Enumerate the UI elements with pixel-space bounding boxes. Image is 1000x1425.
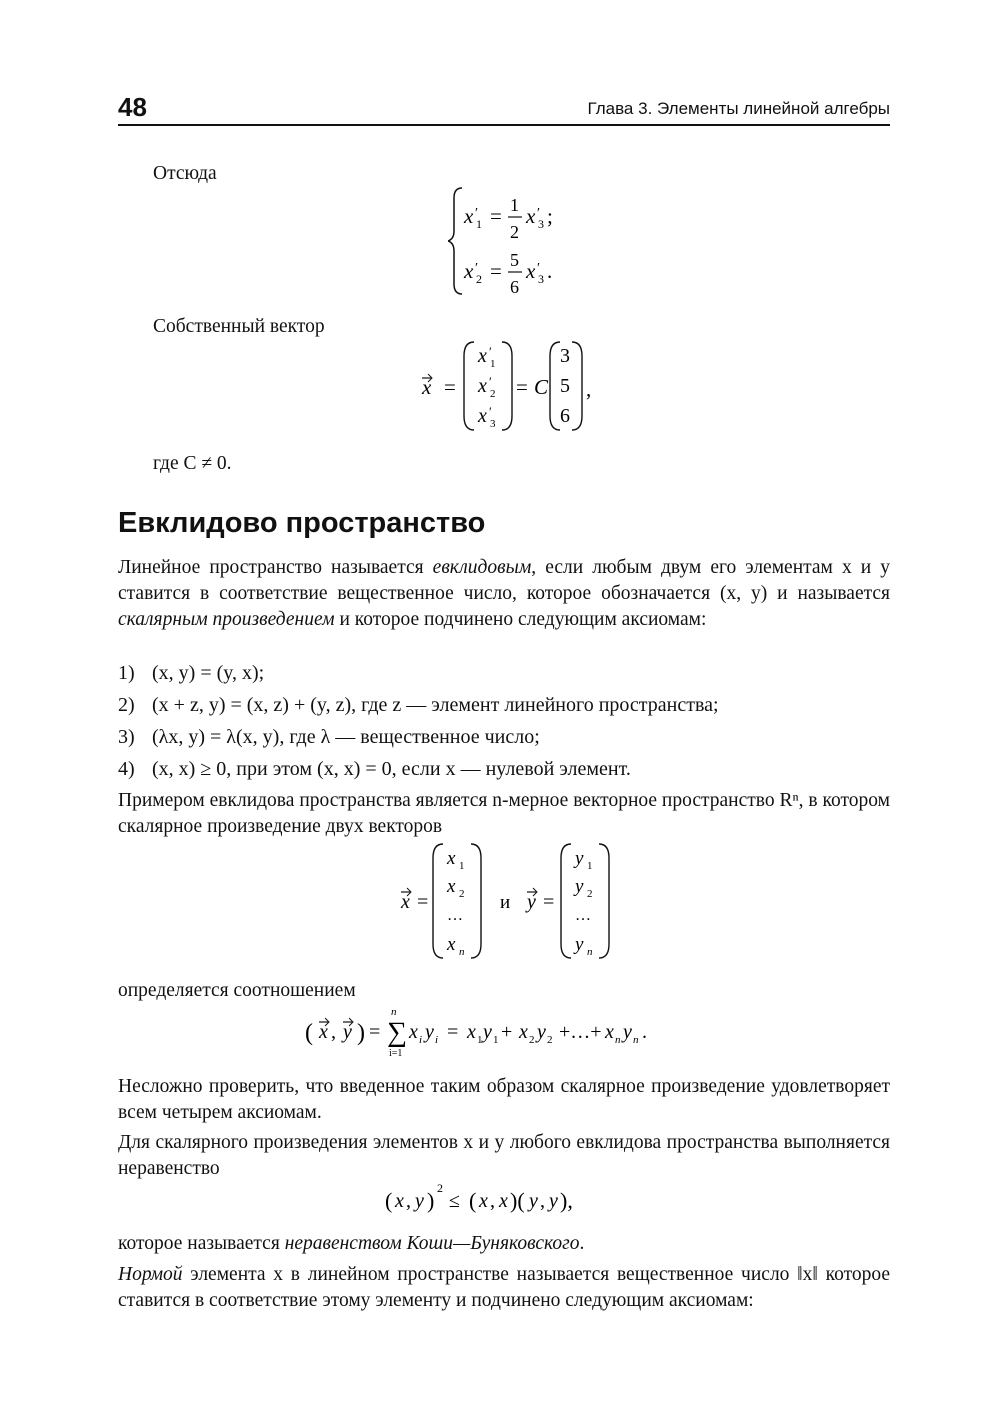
svg-text:n: n xyxy=(633,1034,639,1046)
svg-text:3: 3 xyxy=(560,345,570,367)
and-word: и xyxy=(500,892,511,913)
svg-text:),: ), xyxy=(560,1188,573,1213)
svg-text:y: y xyxy=(425,1021,434,1043)
svg-text:x: x xyxy=(447,848,456,869)
svg-text:,: , xyxy=(586,377,592,401)
example-paragraph: Примером евклидова пространства является n-мерное векторное пространство Rⁿ, в котором скалярное произведение двух векторов xyxy=(118,790,890,837)
axiom-number: 3) xyxy=(118,726,135,748)
svg-text:2: 2 xyxy=(510,222,519,242)
svg-text:+…+: +…+ xyxy=(559,1021,602,1043)
svg-text:y: y xyxy=(415,1190,424,1212)
svg-text:n: n xyxy=(615,1034,621,1046)
defined-by-text: определяется соотношением xyxy=(118,980,356,1001)
svg-text:)(: )( xyxy=(510,1188,525,1213)
svg-text:,: , xyxy=(406,1190,411,1212)
eigenvector-formula xyxy=(418,338,618,438)
svg-text:,: , xyxy=(490,1190,495,1212)
c-nonzero-note: где C ≠ 0. xyxy=(153,453,232,474)
intro-text-3: и которое подчинено следующим аксиомам: xyxy=(334,609,707,630)
svg-text:x: x xyxy=(422,375,432,399)
axiom-text: (x, x) ≥ 0, при этом (x, x) = 0, если x — нулевой элемент. xyxy=(152,758,631,780)
cauchy-paragraph xyxy=(118,1230,584,1257)
svg-text:i=1: i=1 xyxy=(389,1048,403,1059)
svg-text:1: 1 xyxy=(477,1034,483,1046)
term-cauchy: неравенством Коши—Буняковского xyxy=(284,1233,580,1254)
svg-text:x: x xyxy=(409,1021,418,1043)
svg-text:x: x xyxy=(467,1021,476,1043)
svg-text:…: … xyxy=(575,907,591,924)
svg-text:≤: ≤ xyxy=(449,1190,460,1212)
term-euclidean: евклидовым xyxy=(432,557,532,578)
axiom-text: (x, y) = (y, x); xyxy=(152,662,265,684)
svg-text:x: x xyxy=(319,1021,328,1043)
cauchy-text-2: . xyxy=(579,1233,585,1254)
norm-text: элемента x в линейном пространстве называется вещественное число ‖x‖ которое ставится в соответствие этому элементу и подчинено следующим аксиомам: xyxy=(118,1264,890,1311)
axiom-number: 2) xyxy=(118,694,135,716)
svg-text:1: 1 xyxy=(510,195,519,215)
axiom-2 xyxy=(118,692,719,719)
svg-text:′: ′ xyxy=(475,261,479,276)
svg-text:3: 3 xyxy=(490,418,496,430)
svg-text:′: ′ xyxy=(489,374,492,389)
svg-text:6: 6 xyxy=(560,405,570,427)
svg-text:x: x xyxy=(499,1190,508,1212)
svg-text:,: , xyxy=(331,1021,336,1043)
svg-text:1: 1 xyxy=(493,1034,499,1046)
svg-text:i: i xyxy=(435,1034,439,1046)
svg-text:x: x xyxy=(479,1190,488,1212)
svg-text:=: = xyxy=(516,375,528,399)
cauchy-text-1: которое называется xyxy=(118,1233,285,1254)
svg-text:y: y xyxy=(343,1021,352,1043)
svg-text:y: y xyxy=(537,1021,546,1043)
svg-text:(: ( xyxy=(385,1188,393,1213)
svg-text:′: ′ xyxy=(489,404,492,419)
svg-text:x: x xyxy=(478,405,487,427)
svg-text:=: = xyxy=(543,891,555,913)
svg-text:2: 2 xyxy=(490,388,496,400)
svg-text:.: . xyxy=(642,1021,647,1043)
svg-text:2: 2 xyxy=(529,1034,535,1046)
axiom-1 xyxy=(118,660,264,687)
svg-text:y: y xyxy=(575,876,584,897)
svg-text:y: y xyxy=(623,1021,632,1043)
svg-text:;: ; xyxy=(547,204,553,228)
svg-text:′: ′ xyxy=(489,344,492,359)
svg-text:x: x xyxy=(526,259,536,283)
svg-text:i: i xyxy=(419,1034,423,1046)
svg-text:3: 3 xyxy=(538,272,544,286)
svg-text:x: x xyxy=(478,375,487,397)
term-norm: Нормой xyxy=(118,1264,183,1285)
check-paragraph: Несложно проверить, что введенное таким образом скалярное произведение удовлетворяет всем четырем аксиомам. xyxy=(118,1076,890,1123)
svg-text:x: x xyxy=(401,891,410,913)
axiom-number: 4) xyxy=(118,758,135,780)
svg-text:y: y xyxy=(529,1190,538,1212)
svg-text:x: x xyxy=(519,1021,528,1043)
svg-text:x: x xyxy=(447,934,456,955)
vectors-formula xyxy=(395,840,625,965)
svg-text:=: = xyxy=(369,1021,381,1043)
axiom-3 xyxy=(118,724,540,751)
svg-text:x: x xyxy=(395,1190,404,1212)
chapter-title: Глава 3. Элементы линейной алгебры xyxy=(587,99,890,118)
svg-text:′: ′ xyxy=(537,261,541,276)
svg-text:5: 5 xyxy=(510,250,519,270)
intro-paragraph xyxy=(118,555,890,633)
svg-text:(: ( xyxy=(305,1020,313,1046)
svg-text:x: x xyxy=(526,204,536,228)
svg-text:1: 1 xyxy=(490,358,496,370)
svg-text:n: n xyxy=(587,946,593,958)
svg-text:x: x xyxy=(447,876,456,897)
svg-text:+: + xyxy=(501,1021,513,1043)
svg-text:C: C xyxy=(534,375,549,399)
svg-text:,: , xyxy=(540,1190,545,1212)
svg-text:=: = xyxy=(447,1021,459,1043)
svg-text:′: ′ xyxy=(537,206,541,221)
axiom-text: (λx, y) = λ(x, y), где λ — вещественное число; xyxy=(152,726,540,748)
svg-text:2: 2 xyxy=(587,888,593,900)
svg-text:y: y xyxy=(527,891,536,913)
svg-text:2: 2 xyxy=(476,272,482,286)
svg-text:x: x xyxy=(464,259,474,283)
svg-text:5: 5 xyxy=(560,375,570,397)
svg-text:′: ′ xyxy=(475,206,479,221)
axiom-text: (x + z, y) = (x, z) + (y, z), где z — элемент линейного пространства; xyxy=(152,694,719,716)
scalar-product-formula xyxy=(305,1005,715,1061)
eigenvector-label: Собственный вектор xyxy=(153,316,325,337)
term-scalar-product: скалярным произведением xyxy=(118,609,335,630)
svg-text:=: = xyxy=(490,204,502,228)
svg-text:6: 6 xyxy=(510,277,519,297)
svg-text:y: y xyxy=(549,1190,558,1212)
svg-text:=: = xyxy=(417,891,429,913)
cauchy-inequality-formula xyxy=(385,1180,625,1220)
svg-text:n: n xyxy=(459,946,465,958)
axiom-4 xyxy=(118,756,631,783)
svg-text:.: . xyxy=(547,259,553,283)
svg-text:x: x xyxy=(605,1021,614,1043)
svg-text:n: n xyxy=(391,1006,397,1018)
svg-text:=: = xyxy=(444,375,456,399)
svg-text:2: 2 xyxy=(547,1034,553,1046)
svg-text:∑: ∑ xyxy=(387,1017,407,1048)
norm-paragraph xyxy=(118,1262,890,1314)
header-rule xyxy=(118,124,890,126)
section-title: Евклидово пространство xyxy=(118,507,486,539)
hence-label: Отсюда xyxy=(153,163,217,184)
svg-text:…: … xyxy=(447,907,463,924)
svg-text:): ) xyxy=(427,1188,435,1213)
axiom-number: 1) xyxy=(118,662,135,684)
equation-system xyxy=(448,184,608,299)
svg-text:): ) xyxy=(357,1020,365,1046)
page-number: 48 xyxy=(118,92,147,122)
inequality-intro: Для скалярного произведения элементов x и y любого евклидова пространства выполняется неравенство xyxy=(118,1132,890,1179)
svg-text:y: y xyxy=(575,934,584,955)
svg-text:3: 3 xyxy=(538,217,544,231)
svg-text:2: 2 xyxy=(437,1181,443,1195)
svg-text:y: y xyxy=(575,848,584,869)
svg-text:x: x xyxy=(464,204,474,228)
svg-text:(: ( xyxy=(469,1188,477,1213)
svg-text:2: 2 xyxy=(459,888,465,900)
svg-text:1: 1 xyxy=(587,860,593,872)
intro-text-2: , если любым двум его элементам x и y ставится в соответствие вещественное число, которое обозначается (x, y) и называется xyxy=(118,557,890,604)
svg-text:y: y xyxy=(483,1021,492,1043)
svg-text:1: 1 xyxy=(476,217,482,231)
intro-text-1: Линейное пространство называется xyxy=(118,557,433,578)
svg-text:1: 1 xyxy=(459,860,465,872)
svg-text:x: x xyxy=(478,345,487,367)
svg-text:=: = xyxy=(490,259,502,283)
